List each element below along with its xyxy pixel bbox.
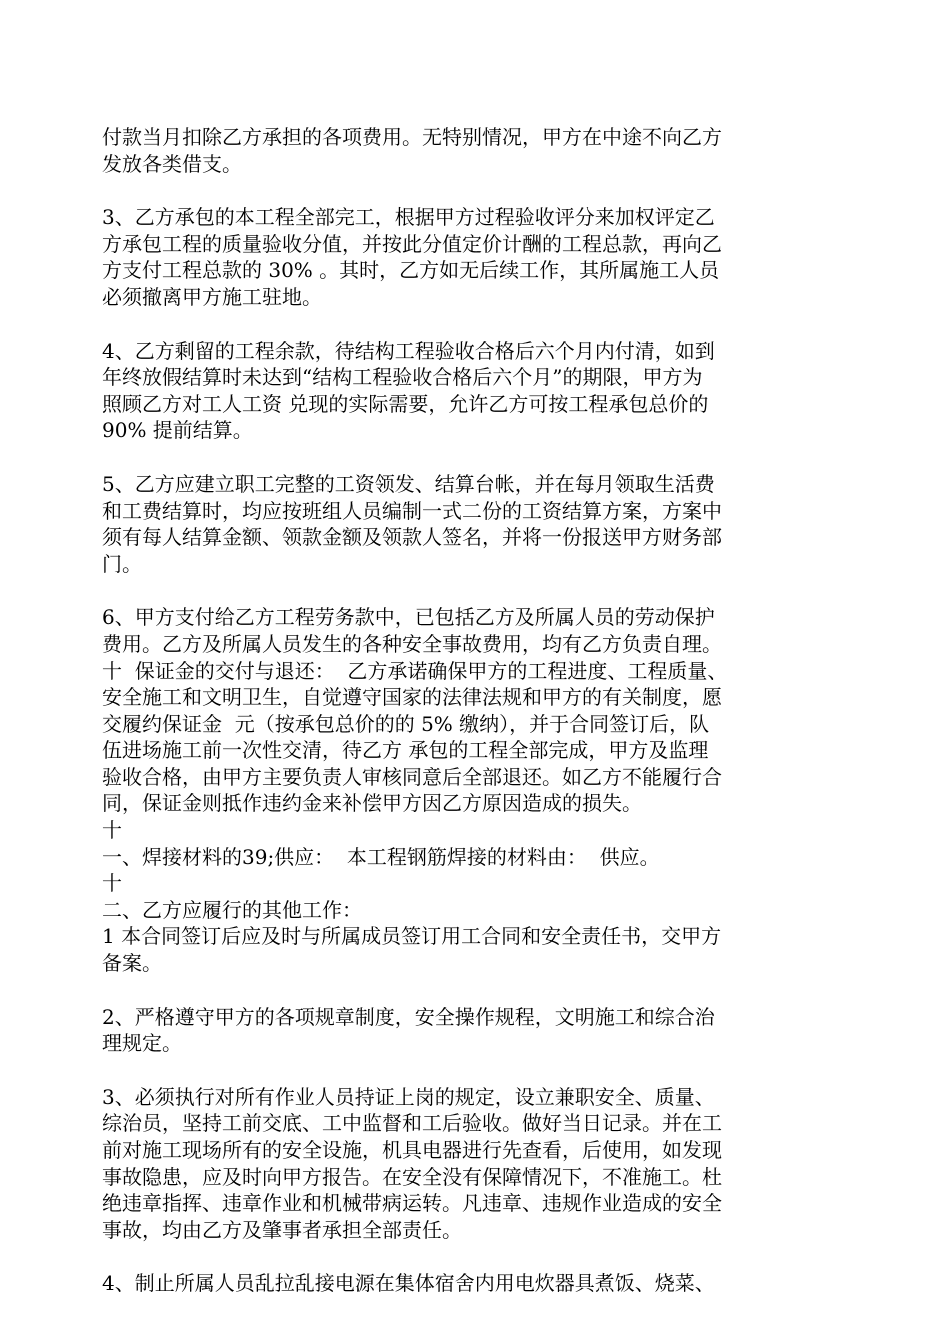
text-line: 6、甲方支付给乙方工程劳务款中，已包括乙方及所属人员的劳动保护 [102,605,715,630]
text-line: 十 [102,818,122,843]
text-line: 1 本合同签订后应及时与所属成员签订用工合同和安全责任书，交甲方 [102,924,722,949]
paragraph [102,124,852,177]
text-line: 4、制止所属人员乱拉乱接电源在集体宿舍内用电炊器具煮饭、烧菜、 [102,1271,715,1296]
paragraph-gap [102,1243,852,1270]
text-line: 年终放假结算时未达到“结构工程验收合格后六个月”的期限，甲方为 [102,365,703,390]
text-line: 前对施工现场所有的安全设施，机具电器进行先查看，后使用，如发现 [102,1138,722,1162]
text-line: 照顾乙方对工人工资 兑现的实际需要，允许乙方可按工程承包总价的 [102,391,709,416]
paragraph [102,471,852,577]
text-line: 交履约保证金 元（按承包总价的的 5% 缴纳），并于合同签订后，队 [102,711,710,736]
text-line: 2、严格遵守甲方的各项规章制度，安全操作规程，文明施工和综合治 [102,1004,715,1029]
paragraph [102,1004,852,1057]
text-line: 必须撤离甲方施工驻地。 [102,284,322,309]
paragraph-gap [102,177,852,204]
text-line: 十 [102,871,122,896]
text-line: 4、乙方剩留的工程余款，待结构工程验收合格后六个月内付清，如到 [102,338,715,363]
contract-text-body [102,124,852,1297]
text-line: 伍进场施工前一次性交清，待乙方 承包的工程全部完成，甲方及监理 [102,738,709,763]
text-line: 5、乙方应建立职工完整的工资领发、结算台帐，并在每月领取生活费 [102,471,715,496]
text-line: 安全施工和文明卫生，自觉遵守国家的法律法规和甲方的有关制度，愿 [102,685,722,710]
paragraph [102,1084,852,1244]
text-line: 二、乙方应履行的其他工作： [102,897,362,922]
paragraph-gap [102,977,852,1004]
text-line: 方承包工程的质量验收分值，并按此分值定价计酬的工程总款，再向乙 [102,231,722,256]
text-line: 验收合格，由甲方主要负责人审核同意后全部退还。如乙方不能履行合 [102,764,722,789]
text-line: 和工费结算时，均应按班组人员编制一式二份的工资结算方案，方案中 [102,498,722,523]
paragraph-gap [102,1057,852,1084]
text-line: 理规定。 [102,1031,182,1056]
text-line: 同，保证金则抵作违约金来补偿甲方因乙方原因造成的损失。 [102,791,642,816]
text-line: 付款当月扣除乙方承担的各项费用。无特别情况，甲方在中途不向乙方 [102,125,722,149]
text-line: 备案。 [102,951,162,976]
paragraph-gap [102,311,852,338]
text-line: 事故，均由乙方及肇事者承担全部责任。 [102,1217,462,1242]
text-line: 90% 提前结算。 [102,418,253,443]
paragraph [102,204,852,310]
paragraph-gap [102,444,852,471]
text-line: 十 保证金的交付与退还： 乙方承诺确保甲方的工程进度、工程质量、 [102,658,728,683]
paragraph [102,1270,852,1297]
text-line: 绝违章指挥、违章作业和机械带病运转。凡违章、违规作业造成的安全 [102,1191,722,1216]
paragraph [102,604,852,976]
text-line: 门。 [102,551,142,576]
text-line: 3、乙方承包的本工程全部完工，根据甲方过程验收评分来加权评定乙 [102,205,715,230]
text-line: 费用。乙方及所属人员发生的各种安全事故费用，均有乙方负责自理。 [102,631,722,656]
text-line: 方支付工程总款的 30% 。其时，乙方如无后续工作，其所属施工人员 [102,258,720,283]
text-line: 事故隐患，应及时向甲方报告。在安全没有保障情况下，不准施工。杜 [102,1164,722,1189]
text-line: 一、焊接材料的39;供应： 本工程钢筋焊接的材料由： 供应。 [102,844,660,869]
text-line: 综治员，坚持工前交底、工中监督和工后验收。做好当日记录。并在工 [102,1111,722,1136]
paragraph [102,338,852,444]
paragraph-gap [102,577,852,604]
text-line: 须有每人结算金额、领款金额及领款人签名，并将一份报送甲方财务部 [102,525,722,550]
text-line: 3、必须执行对所有作业人员持证上岗的规定，设立兼职安全、质量、 [102,1084,715,1109]
text-line: 发放各类借支。 [102,151,242,176]
